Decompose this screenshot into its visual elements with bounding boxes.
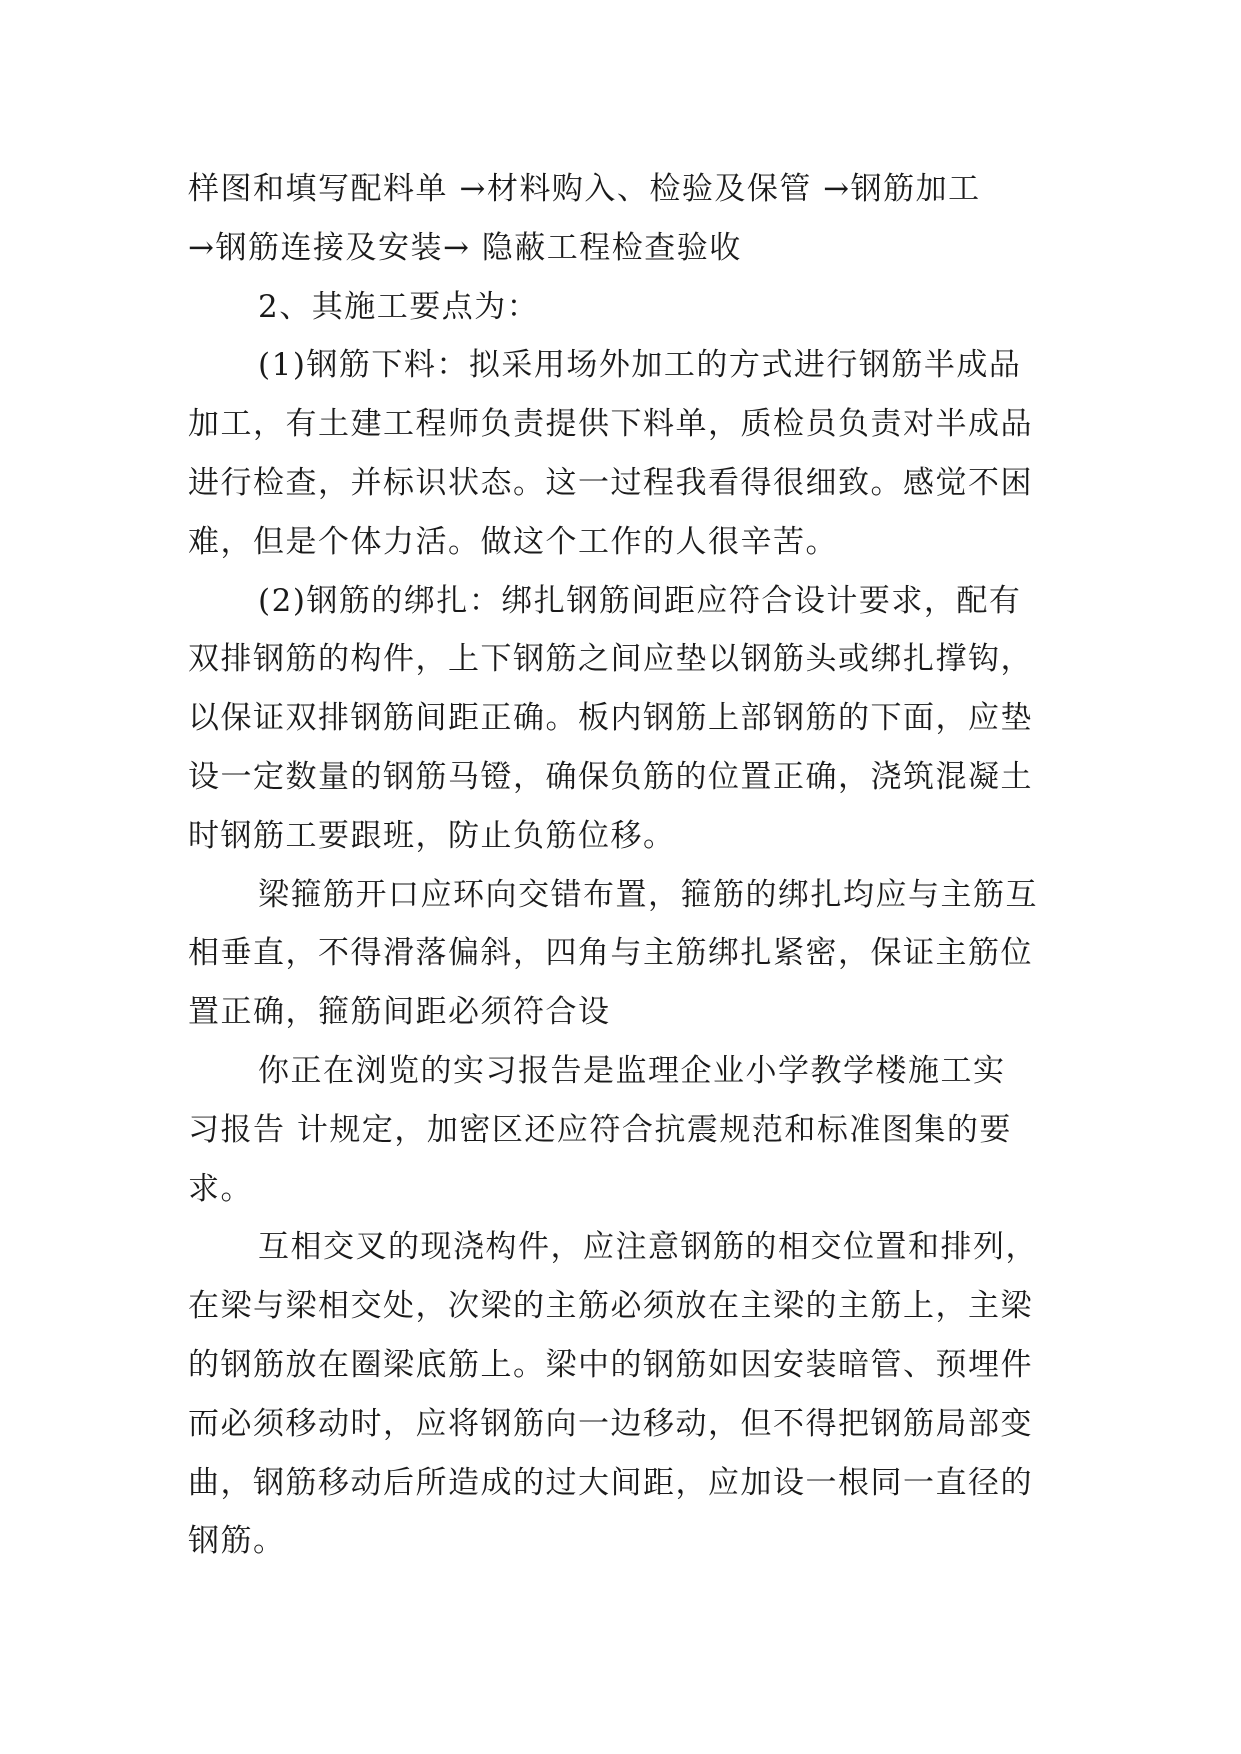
text-line: 进行检查，并标识状态。这一过程我看得很细致。感觉不困: [188, 464, 1033, 501]
text-line: 而必须移动时，应将钢筋向一边移动，但不得把钢筋局部变: [188, 1405, 1033, 1442]
text-line: 难，但是个体力活。做这个工作的人很辛苦。: [188, 523, 838, 560]
text-line: 梁箍筋开口应环向交错布置，箍筋的绑扎均应与主筋互: [258, 876, 1038, 913]
text-line: (1)钢筋下料：拟采用场外加工的方式进行钢筋半成品: [258, 347, 1022, 384]
text-line: 习报告 计规定，加密区还应符合抗震规范和标准图集的要: [188, 1111, 1012, 1148]
text-line: 的钢筋放在圈梁底筋上。梁中的钢筋如因安装暗管、预埋件: [188, 1346, 1033, 1383]
text-line: 2、其施工要点为：: [258, 288, 540, 325]
text-line: 设一定数量的钢筋马镫，确保负筋的位置正确，浇筑混凝土: [188, 758, 1033, 795]
text-line: 以保证双排钢筋间距正确。板内钢筋上部钢筋的下面，应垫: [188, 700, 1033, 737]
text-line: 互相交叉的现浇构件，应注意钢筋的相交位置和排列，: [258, 1229, 1038, 1266]
text-line: 加工，有土建工程师负责提供下料单，质检员负责对半成品: [188, 406, 1033, 443]
text-line: 曲，钢筋移动后所造成的过大间距，应加设一根同一直径的: [188, 1464, 1033, 1501]
text-line: 在梁与梁相交处，次梁的主筋必须放在主梁的主筋上，主梁: [188, 1288, 1033, 1325]
text-line: 样图和填写配料单 →材料购入、检验及保管 →钢筋加工: [188, 171, 981, 207]
body-text: [188, 160, 1058, 1571]
text-line: 双排钢筋的构件，上下钢筋之间应垫以钢筋头或绑扎撑钩，: [188, 641, 1033, 678]
text-line: (2)钢筋的绑扎：绑扎钢筋间距应符合设计要求，配有: [258, 582, 1022, 619]
text-line: 求。: [188, 1170, 253, 1207]
text-line: →钢筋连接及安装→ 隐蔽工程检查验收: [188, 229, 742, 266]
text-line: 置正确，箍筋间距必须符合设: [188, 994, 611, 1031]
text-line: 相垂直，不得滑落偏斜，四角与主筋绑扎紧密，保证主筋位: [188, 935, 1033, 972]
text-line: 钢筋。: [188, 1523, 286, 1560]
text-line: 你正在浏览的实习报告是监理企业小学教学楼施工实: [258, 1052, 1006, 1089]
text-line: 时钢筋工要跟班，防止负筋位移。: [188, 817, 676, 854]
